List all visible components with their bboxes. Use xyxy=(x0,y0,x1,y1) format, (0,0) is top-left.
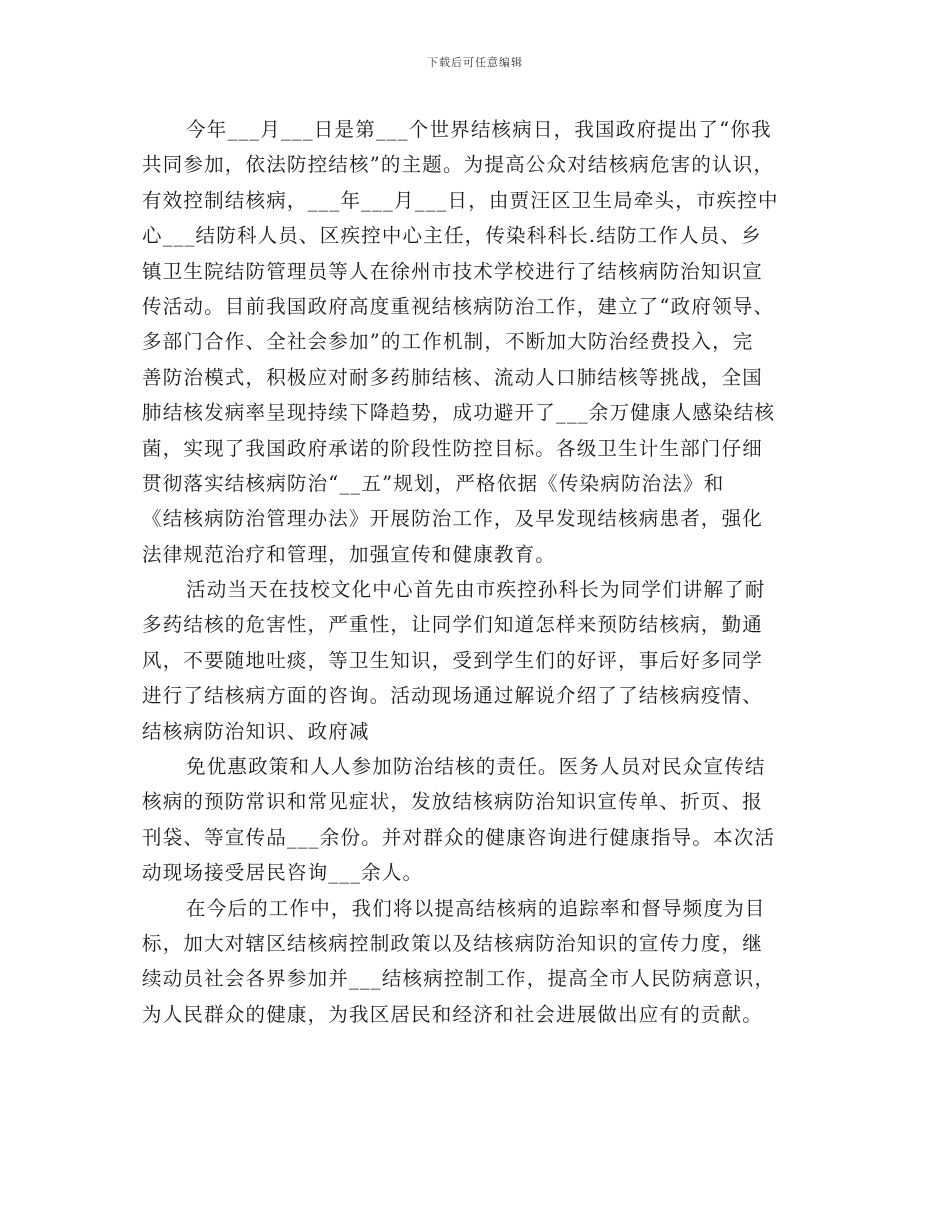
paragraph-1-line: 共同参加，依法防控结核”的主题。为提高公众对结核病危害的认识， xyxy=(142,153,775,177)
paragraph-1-line: 菌，实现了我国政府承诺的阶段性防控目标。各级卫生计生部门仔细 xyxy=(142,436,764,460)
paragraph-1-line: 法律规范治疗和管理，加强宣传和健康教育。 xyxy=(142,542,557,566)
document-body xyxy=(142,112,822,1032)
paragraph-2-line: 进行了结核病方面的咨询。活动现场通过解说介绍了了结核病疫情、 xyxy=(142,684,764,708)
paragraph-3-line: 动现场接受居民咨询___余人。 xyxy=(142,861,424,885)
paragraph-2-line: 活动当天在技校文化中心首先由市疾控孙科长为同学们讲解了耐 xyxy=(186,578,766,602)
paragraph-4-line: 为人民群众的健康，为我区居民和经济和社会进展做出应有的贡献。 xyxy=(142,1002,764,1026)
paragraph-1-line: 镇卫生院结防管理员等人在徐州市技术学校进行了结核病防治知识宣 xyxy=(142,259,764,283)
paragraph-1-line: 肺结核发病率呈现持续下降趋势，成功避开了___余万健康人感染结核 xyxy=(142,401,776,425)
paragraph-3-line: 免优惠政策和人人参加防治结核的责任。医务人员对民众宣传结 xyxy=(186,755,766,779)
paragraph-1-line: 贯彻落实结核病防治“__五”规划，严格依据《传染病防治法》和 xyxy=(142,471,725,495)
paragraph-2-line: 风，不要随地吐痰，等卫生知识，受到学生们的好评，事后好多同学 xyxy=(142,648,764,672)
paragraph-1-line: 有效控制结核病，___年___月___日，由贾汪区卫生局牵头，市疾控中 xyxy=(142,188,779,212)
paragraph-4-line: 续动员社会各界参加并___结核病控制工作，提高全市人民防病意识， xyxy=(142,967,776,991)
header-note: 下载后可任意编辑 xyxy=(427,56,523,69)
paragraph-3-line: 刊袋、等宣传品___余份。并对群众的健康咨询进行健康指导。本次活 xyxy=(142,825,776,849)
paragraph-2-line: 多药结核的危害性，严重性，让同学们知道怎样来预防结核病，勤通 xyxy=(142,613,764,637)
paragraph-1-line: 多部门合作、全社会参加”的工作机制，不断加大防治经费投入，完 xyxy=(142,330,754,354)
paragraph-1-line: 心___结防科人员、区疾控中心主任，传染科科长.结防工作人员、乡 xyxy=(142,224,762,248)
paragraph-1-line: 善防治模式，积极应对耐多药肺结核、流动人口肺结核等挑战，全国 xyxy=(142,365,764,389)
paragraph-4-line: 标，加大对辖区结核病控制政策以及结核病防治知识的宣传力度，继 xyxy=(142,931,764,955)
paragraph-1-line: 《结核病防治管理办法》开展防治工作，及早发现结核病患者，强化 xyxy=(142,507,764,531)
paragraph-2-line: 结核病防治知识、政府减 xyxy=(142,719,370,743)
paragraph-4-line: 在今后的工作中，我们将以提高结核病的追踪率和督导频度为目 xyxy=(186,896,766,920)
paragraph-1-line: 传活动。目前我国政府高度重视结核病防治工作，建立了“政府领导、 xyxy=(142,294,775,318)
paragraph-1-line: 今年___月___日是第___个世界结核病日，我国政府提出了“你我 xyxy=(186,118,772,141)
paragraph-3-line: 核病的预防常识和常见症状，发放结核病防治知识宣传单、折页、报 xyxy=(142,790,764,814)
